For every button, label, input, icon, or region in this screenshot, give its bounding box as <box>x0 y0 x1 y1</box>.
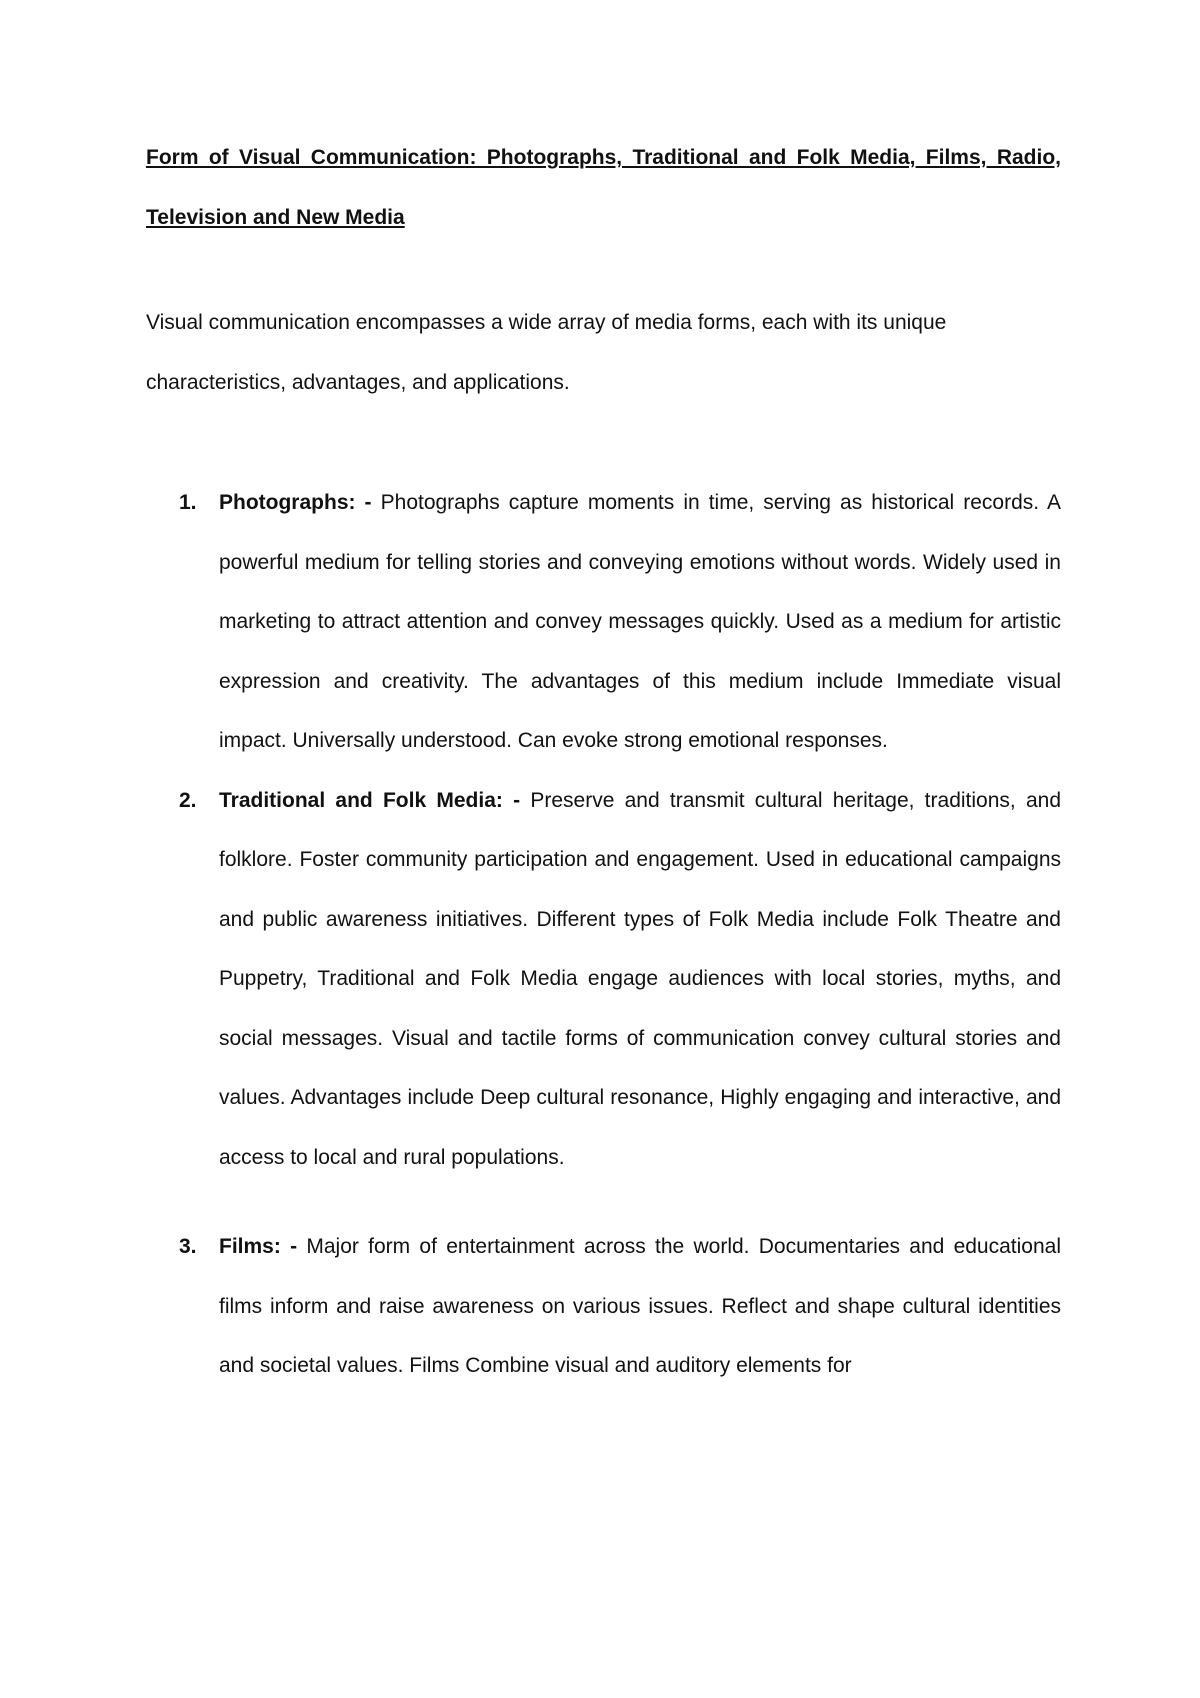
document-title: Form of Visual Communication: Photographs, Traditional and Folk Media, Films, Radio, Television and New Media <box>146 146 1061 229</box>
list-item-text: Photographs capture moments in time, serving as historical records. A powerful medium for telling stories and conveying emotions without words. Widely used in marketing to attract attention and convey messages quickly. Used as a medium for artistic expression and creativity. The advantages of this medium include Immediate visual impact. Universally understood. Can evoke strong emotional responses. <box>219 491 1061 752</box>
intro-paragraph: Visual communication encompasses a wide array of media forms, each with its unique characteristics, advantages, and applications. <box>146 311 947 394</box>
document-body <box>146 128 1061 1396</box>
list-item-films <box>146 1217 1061 1396</box>
list-item-text: Preserve and transmit cultural heritage, traditions, and folklore. Foster community participation and engagement. Used in educational campaigns and public awareness initiatives. Different types of Folk Media include Folk Theatre and Puppetry, Traditional and Folk Media engage audiences with local stories, myths, and social messages. Visual and tactile forms of communication convey cultural stories and values. Advantages include Deep cultural resonance, Highly engaging and interactive, and access to local and rural populations. <box>219 788 1061 1169</box>
media-forms-list <box>146 473 1061 1396</box>
list-item-photographs <box>146 473 1061 771</box>
list-item-term: Photographs: - <box>219 491 372 514</box>
list-item-traditional-folk-media <box>146 771 1061 1188</box>
list-item-term: Traditional and Folk Media: - <box>219 788 521 812</box>
list-item-term: Films: - <box>219 1235 298 1258</box>
list-item-number: 2. <box>179 788 197 812</box>
list-item-number: 3. <box>179 1235 197 1258</box>
list-item-number: 1. <box>179 491 197 514</box>
list-item-text: Major form of entertainment across the world. Documentaries and educational films inform and raise awareness on various issues. Reflect and shape cultural identities and societal values. Films Combine visual and auditory elements for <box>219 1235 1061 1377</box>
